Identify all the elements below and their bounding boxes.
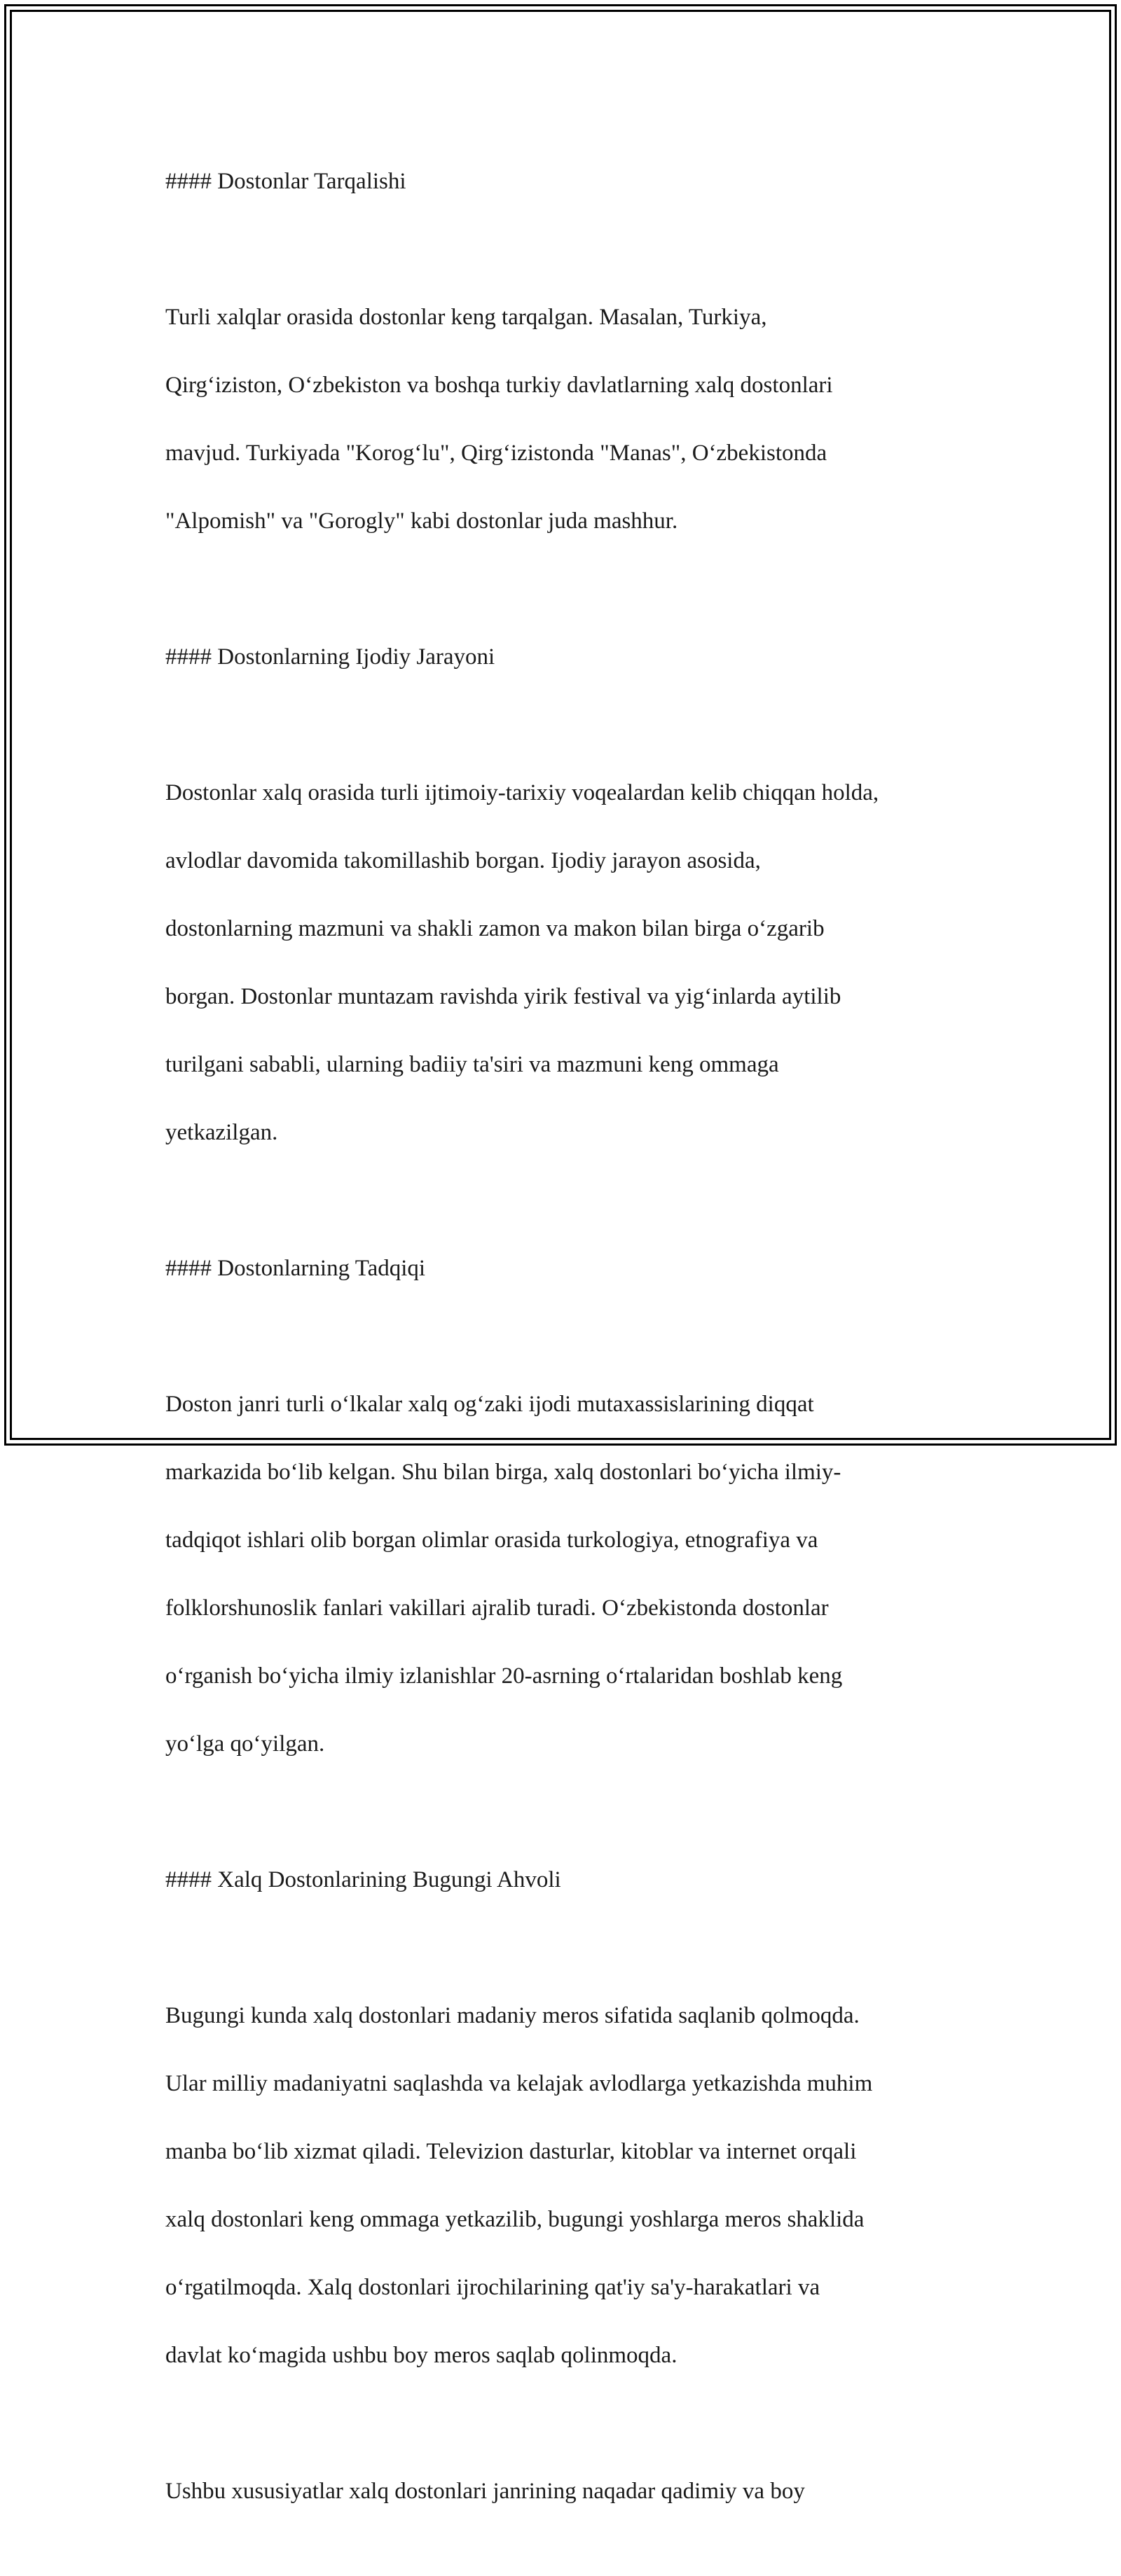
paragraph-line: "Alpomish" va "Gorogly" kabi dostonlar juda mashhur. (165, 508, 678, 534)
paragraph-line: folklorshunoslik fanlari vakillari ajralib turadi. O‘zbekistonda dostonlar (165, 1595, 829, 1621)
paragraph (165, 1965, 964, 2407)
paragraph (165, 742, 964, 1184)
paragraph-line: Ular milliy madaniyatni saqlashda va kelajak avlodlarga yetkazishda muhim (165, 2070, 873, 2096)
paragraph-line: yetkazilgan. (165, 1119, 278, 1145)
paragraph (165, 1353, 964, 1795)
paragraph-line: markazida bo‘lib kelgan. Shu bilan birga, xalq dostonlari bo‘yicha ilmiy- (165, 1459, 841, 1485)
paragraph-line: borgan. Dostonlar muntazam ravishda yirik festival va yig‘inlarda aytilib (165, 983, 841, 1009)
paragraph-line: Bugungi kunda xalq dostonlari madaniy meros sifatida saqlanib qolmoqda. (165, 2002, 860, 2028)
section-heading (165, 1829, 964, 1931)
paragraph (165, 2440, 964, 2542)
paragraph-line: manba bo‘lib xizmat qiladi. Televizion dasturlar, kitoblar va internet orqali (165, 2138, 857, 2164)
heading-text: #### Dostonlarning Tadqiqi (165, 1255, 426, 1281)
section-heading (165, 606, 964, 708)
paragraph-line: o‘rganish bo‘yicha ilmiy izlanishlar 20-asrning o‘rtalaridan boshlab keng (165, 1663, 843, 1689)
paragraph-line: turilgani sababli, ularning badiiy ta'siri va mazmuni keng ommaga (165, 1051, 779, 1077)
section-heading (165, 1217, 964, 1320)
heading-text: #### Xalq Dostonlarining Bugungi Ahvoli (165, 1867, 561, 1892)
paragraph-line: Qirg‘iziston, O‘zbekiston va boshqa turkiy davlatlarning xalq dostonlari (165, 372, 833, 398)
paragraph-line: Dostonlar xalq orasida turli ijtimoiy-tarixiy voqealardan kelib chiqqan holda, (165, 780, 879, 805)
paragraph-line: tadqiqot ishlari olib borgan olimlar orasida turkologiya, etnografiya va (165, 1527, 818, 1553)
paragraph-line: avlodlar davomida takomillashib borgan. Ijodiy jarayon asosida, (165, 847, 761, 873)
heading-text: #### Dostonlarning Ijodiy Jarayoni (165, 644, 495, 670)
paragraph-line: Doston janri turli o‘lkalar xalq og‘zaki ijodi mutaxassislarining diqqat (165, 1391, 814, 1417)
paragraph-line: yo‘lga qo‘yilgan. (165, 1731, 325, 1757)
paragraph-line: xalq dostonlari keng ommaga yetkazilib, bugungi yoshlarga meros shaklida (165, 2206, 865, 2232)
heading-text: #### Dostonlar Tarqalishi (165, 168, 406, 194)
paragraph (165, 266, 964, 572)
paragraph-line: o‘rgatilmoqda. Xalq dostonlari ijrochilarining qat'iy sa'y-harakatlari va (165, 2274, 820, 2300)
document-body (165, 130, 964, 2576)
paragraph-line: mavjud. Turkiyada "Korog‘lu", Qirg‘izistonda "Manas", O‘zbekistonda (165, 440, 827, 466)
section-heading (165, 130, 964, 233)
paragraph-line: Ushbu xususiyatlar xalq dostonlari janrining naqadar qadimiy va boy (165, 2478, 805, 2504)
paragraph-line: dostonlarning mazmuni va shakli zamon va makon bilan birga o‘zgarib (165, 915, 825, 941)
paragraph-line: davlat ko‘magida ushbu boy meros saqlab qolinmoqda. (165, 2342, 678, 2368)
paragraph-line: Turli xalqlar orasida dostonlar keng tarqalgan. Masalan, Turkiya, (165, 304, 767, 330)
